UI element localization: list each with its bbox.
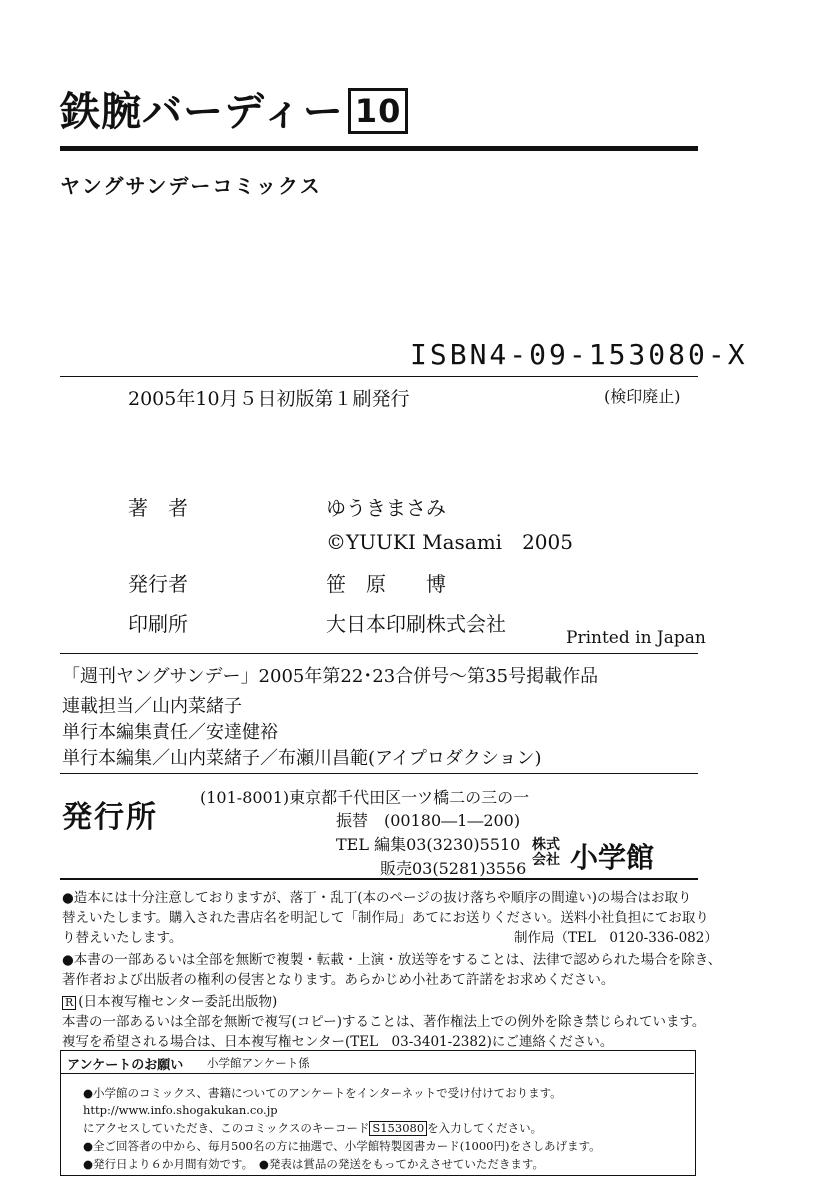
book-editor-chief: 単行本編集責任／安達健裕: [62, 722, 278, 743]
notice-line: 本書の一部あるいは全部を無断で複写(コピー)することは、著作権法上での例外を除き禁じられています。: [62, 1014, 706, 1030]
notice-line: ●造本には十分注意しておりますが、落丁・乱丁(本のページの抜け落ちや順序の間違い)の場合はお取り: [62, 890, 692, 906]
top-rule: [60, 146, 698, 151]
publisher-person: 笹 原 博: [326, 572, 446, 596]
publisher-person-label: 発行者: [128, 572, 188, 596]
production-contact: 制作局（TEL 0120-336-082）: [514, 930, 718, 946]
copyright-center-text: (日本複写権センター委託出版物): [78, 994, 278, 1010]
isbn: ISBN4-09-153080-X: [410, 338, 748, 371]
seal-note: (検印廃止): [604, 387, 681, 406]
notice-line: り替えいたします。: [62, 930, 183, 946]
printed-in: Printed in Japan: [566, 628, 706, 648]
printer-label: 印刷所: [128, 612, 188, 636]
imprint-label: ヤングサンデーコミックス: [60, 174, 322, 198]
publisher-tel-sales: 販売03(5281)3556: [380, 859, 527, 878]
survey-dept: 小学館アンケート係: [207, 1056, 310, 1070]
copyright-center-line: [62, 990, 277, 1010]
publisher-tel-edit: TEL 編集03(3230)5510: [336, 835, 521, 854]
survey-line: ●全ご回答者の中から、毎月500名の方に抽選で、小学館特製図書カード(1000円)をさしあげます。: [83, 1139, 601, 1153]
publisher-address: (101-8001)東京都千代田区一ツ橋二の三の一: [200, 788, 530, 807]
notice-line: ●本書の一部あるいは全部を無断で複製・転載・上演・放送等をすることは、法律で認められた場合を除き、: [62, 952, 722, 968]
author-label: 著 者: [128, 496, 188, 520]
survey-url: http://www.info.shogakukan.co.jp: [83, 1103, 278, 1117]
serialization-line: 「週刊ヤングサンデー」2005年第22･23合併号～第35号掲載作品: [62, 666, 599, 687]
notice-line: 複写を希望される場合は、日本複写権センター(TEL 03-3401-2382)にご連絡ください。: [62, 1034, 614, 1050]
corporation-kind: 株式会社: [532, 837, 560, 868]
notice-line: 替えいたします。購入された書店名を明記して「制作局」あてにお送りください。送料小社負担にてお取り: [62, 910, 709, 926]
survey-header: [61, 1051, 694, 1074]
survey-line: ●発行日より６か月間有効です。 ●発表は賞品の発送をもってかえさせていただきます。: [83, 1157, 544, 1171]
notice-rule: [60, 878, 698, 880]
copyright: ©YUUKI Masami 2005: [326, 530, 573, 554]
publication-date: 2005年10月５日初版第１刷発行: [128, 388, 410, 410]
survey-keycode-line: [83, 1120, 542, 1136]
survey-title: アンケートのお願い: [67, 1058, 184, 1073]
isbn-rule: [60, 376, 698, 377]
author-name: ゆうきまさみ: [326, 496, 446, 520]
publisher-transfer: 振替 (00180―1―200): [336, 811, 521, 830]
publisher-name: 小学館: [570, 841, 655, 874]
publisher-label: 発行所: [62, 800, 158, 835]
notice-line: 著作者および出版者の権利の侵害となります。あらかじめ小社あて許諾をお求めください。: [62, 972, 615, 988]
survey-box: [60, 1050, 696, 1176]
survey-line: ●小学館のコミックス、書籍についてのアンケートをインターネットで受け付けております。: [83, 1086, 562, 1100]
book-editors: 単行本編集／山内菜緒子／布瀬川昌範(アイプロダクション): [62, 748, 542, 769]
survey-keycode-suffix: を入力してください。: [427, 1121, 543, 1135]
title-text: 鉄腕バーディー: [60, 89, 344, 135]
book-title: [60, 80, 408, 137]
printer-name: 大日本印刷株式会社: [326, 612, 506, 636]
survey-keycode: S153080: [369, 1121, 427, 1136]
r-mark: R: [62, 996, 76, 1010]
publisher-rule: [60, 773, 698, 774]
serialization-editor: 連載担当／山内菜緒子: [62, 696, 242, 717]
credits-rule: [60, 653, 698, 654]
volume-number: 10: [348, 88, 409, 134]
survey-keycode-text: にアクセスしていただき、このコミックスのキーコード: [83, 1121, 370, 1135]
